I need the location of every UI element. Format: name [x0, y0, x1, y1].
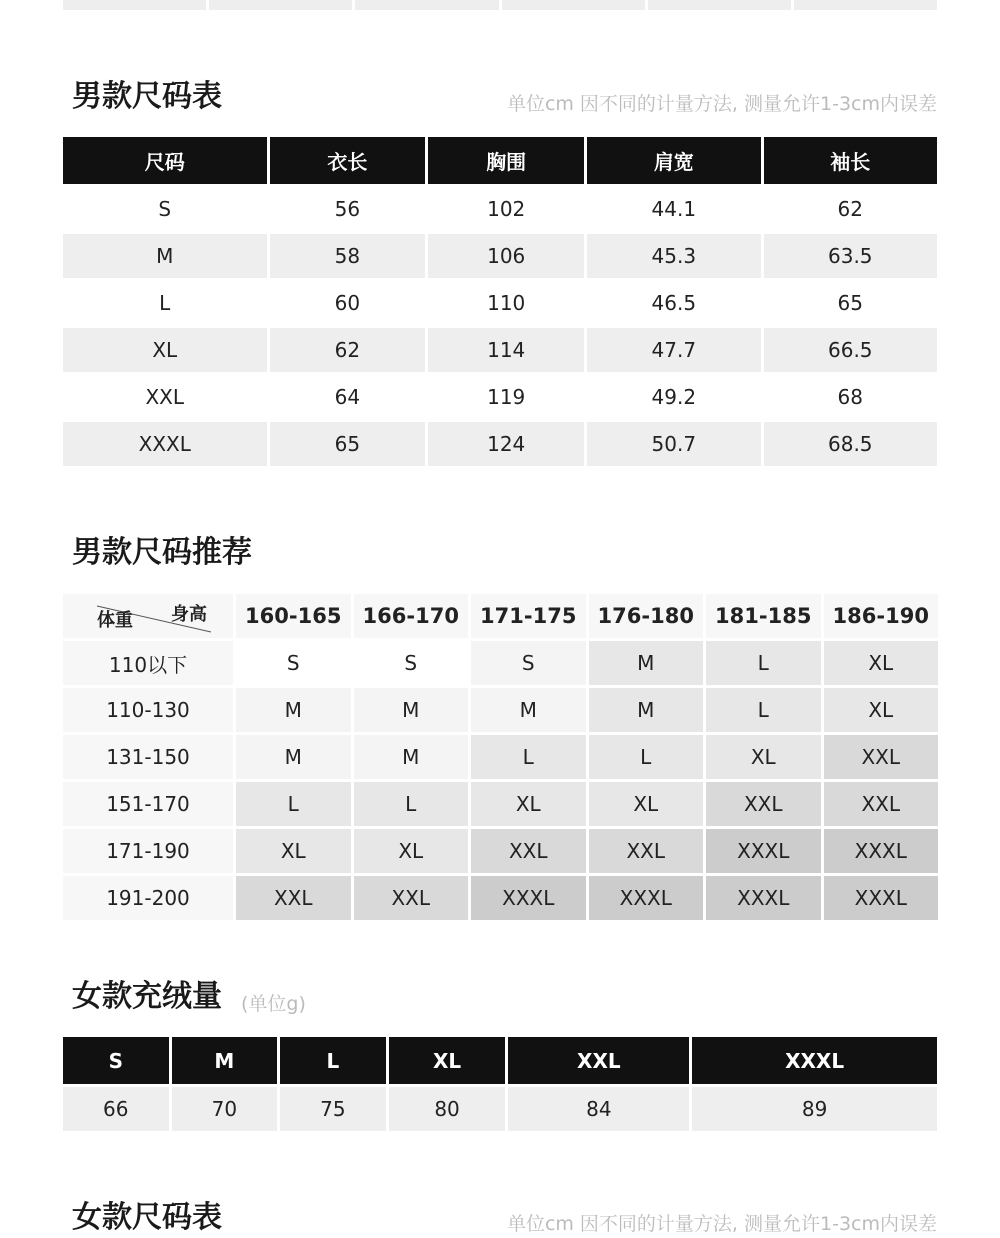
table-cell: 65	[764, 281, 937, 325]
corner-cell	[63, 594, 233, 638]
table-cell: L	[63, 281, 267, 325]
down-value: 70	[172, 1087, 278, 1131]
size-cell: S	[354, 641, 469, 685]
size-cell: L	[471, 735, 586, 779]
size-cell: M	[471, 688, 586, 732]
weight-label: 110-130	[63, 688, 233, 732]
table-row	[63, 1087, 937, 1131]
height-header: 166-170	[354, 594, 469, 638]
size-cell: L	[589, 735, 704, 779]
table-row	[63, 281, 937, 325]
down-value: 66	[63, 1087, 169, 1131]
table-row	[63, 422, 937, 466]
table-cell: 62	[270, 328, 426, 372]
size-cell: XXL	[706, 782, 821, 826]
size-cell: M	[589, 641, 704, 685]
women-size-chart-note: 单位cm 因不同的计量方法, 测量允许1-3cm内误差	[506, 1213, 937, 1235]
size-header: S	[63, 1037, 169, 1084]
table-cell: 45.3	[587, 234, 760, 278]
table-cell: 102	[428, 187, 584, 231]
table-cell: 110	[428, 281, 584, 325]
size-cell: L	[236, 782, 351, 826]
size-header: XXXL	[692, 1037, 937, 1084]
size-cell: XL	[354, 829, 469, 873]
table-row	[63, 328, 937, 372]
table-cell: XL	[63, 328, 267, 372]
women-down-unit: (单位g)	[241, 993, 306, 1015]
table-cell: 124	[428, 422, 584, 466]
size-cell: XL	[824, 641, 939, 685]
weight-label: 151-170	[63, 782, 233, 826]
column-header: 胸围	[428, 137, 584, 184]
size-cell: XL	[236, 829, 351, 873]
table-row	[63, 829, 938, 873]
table-cell: M	[63, 234, 267, 278]
table-row	[63, 187, 937, 231]
table-cell: 60	[270, 281, 426, 325]
table-row	[63, 876, 938, 920]
table-cell: 114	[428, 328, 584, 372]
header-row	[63, 137, 937, 184]
size-cell: XXL	[824, 782, 939, 826]
table-row	[63, 735, 938, 779]
women-down-table	[60, 1034, 940, 1134]
size-header: L	[280, 1037, 386, 1084]
size-cell: S	[471, 641, 586, 685]
size-cell: XXXL	[706, 829, 821, 873]
women-down-title: 女款充绒量	[72, 979, 222, 1014]
size-cell: M	[354, 688, 469, 732]
table-cell: 68	[764, 375, 937, 419]
table-cell: 68.5	[764, 422, 937, 466]
corner-height-label: 身高	[171, 604, 207, 625]
size-cell: XL	[824, 688, 939, 732]
table-cell: 58	[270, 234, 426, 278]
table-cell: 65	[270, 422, 426, 466]
table-cell: 46.5	[587, 281, 760, 325]
table-cell: 63.5	[764, 234, 937, 278]
column-header: 肩宽	[587, 137, 760, 184]
column-header: 尺码	[63, 137, 267, 184]
column-header: 袖长	[764, 137, 937, 184]
column-header: 衣长	[270, 137, 426, 184]
men-recommend-table	[60, 591, 941, 923]
size-header: M	[172, 1037, 278, 1084]
table-cell: 64	[270, 375, 426, 419]
size-cell: M	[354, 735, 469, 779]
weight-label: 191-200	[63, 876, 233, 920]
table-cell: 66.5	[764, 328, 937, 372]
men-size-chart-title: 男款尺码表	[72, 79, 222, 114]
size-cell: L	[706, 688, 821, 732]
size-cell: XXL	[236, 876, 351, 920]
down-value: 89	[692, 1087, 937, 1131]
height-header: 181-185	[706, 594, 821, 638]
size-cell: XXL	[824, 735, 939, 779]
men-recommend-title: 男款尺码推荐	[72, 535, 252, 570]
size-cell: XXXL	[824, 876, 939, 920]
size-cell: XXL	[354, 876, 469, 920]
women-size-chart-title: 女款尺码表	[72, 1200, 222, 1235]
size-cell: XXXL	[706, 876, 821, 920]
weight-label: 131-150	[63, 735, 233, 779]
previous-table-edge	[63, 0, 937, 10]
table-cell: S	[63, 187, 267, 231]
table-cell: 106	[428, 234, 584, 278]
size-header: XXL	[508, 1037, 689, 1084]
size-cell: XXL	[471, 829, 586, 873]
table-cell: 44.1	[587, 187, 760, 231]
header-row	[63, 594, 938, 638]
size-cell: M	[236, 688, 351, 732]
size-cell: S	[236, 641, 351, 685]
size-cell: L	[354, 782, 469, 826]
table-cell: 47.7	[587, 328, 760, 372]
table-cell: 62	[764, 187, 937, 231]
table-cell: 49.2	[587, 375, 760, 419]
table-row	[63, 641, 938, 685]
size-cell: M	[236, 735, 351, 779]
weight-label: 110以下	[63, 641, 233, 685]
table-row	[63, 234, 937, 278]
height-header: 186-190	[824, 594, 939, 638]
size-header: XL	[389, 1037, 506, 1084]
down-value: 80	[389, 1087, 506, 1131]
table-row	[63, 688, 938, 732]
size-cell: M	[589, 688, 704, 732]
table-cell: XXXL	[63, 422, 267, 466]
corner-weight-label: 体重	[97, 610, 133, 631]
size-cell: XXL	[589, 829, 704, 873]
header-row	[63, 1037, 937, 1084]
size-cell: XL	[706, 735, 821, 779]
table-cell: XXL	[63, 375, 267, 419]
size-cell: XL	[471, 782, 586, 826]
table-cell: 56	[270, 187, 426, 231]
height-header: 176-180	[589, 594, 704, 638]
men-size-chart-note: 单位cm 因不同的计量方法, 测量允许1-3cm内误差	[506, 93, 937, 115]
size-cell: L	[706, 641, 821, 685]
men-size-table	[60, 134, 940, 469]
weight-label: 171-190	[63, 829, 233, 873]
down-value: 84	[508, 1087, 689, 1131]
size-cell: XXXL	[589, 876, 704, 920]
table-row	[63, 782, 938, 826]
diagonal-divider	[63, 594, 233, 638]
size-cell: XXXL	[824, 829, 939, 873]
table-row	[63, 375, 937, 419]
down-value: 75	[280, 1087, 386, 1131]
table-cell: 119	[428, 375, 584, 419]
table-cell: 50.7	[587, 422, 760, 466]
height-header: 160-165	[236, 594, 351, 638]
height-header: 171-175	[471, 594, 586, 638]
size-cell: XXXL	[471, 876, 586, 920]
size-cell: XL	[589, 782, 704, 826]
